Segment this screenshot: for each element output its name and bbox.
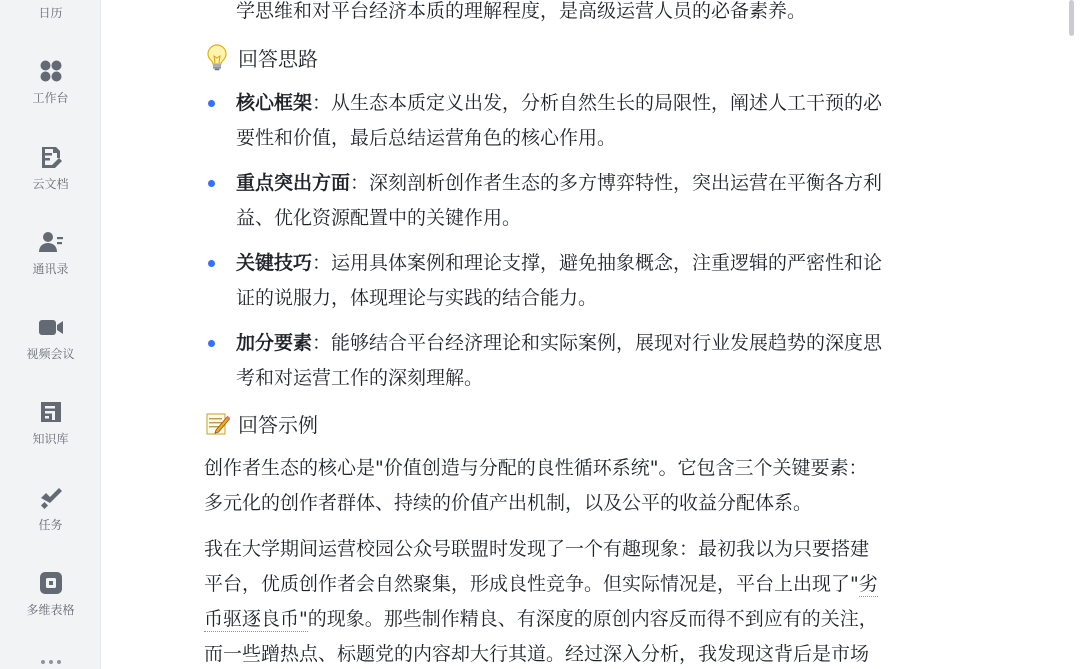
knowledge-base-icon <box>37 398 65 426</box>
bullet-text: ：从生态本质定义出发，分析自然生长的局限性，阐述人工干预的必 <box>312 92 883 114</box>
section-heading-example <box>204 407 318 439</box>
sidebar-item-task[interactable] <box>0 484 101 554</box>
paragraph-line <box>204 602 878 637</box>
base-table-icon <box>37 569 65 597</box>
paragraph-text: 的现象。那些制作精良、有深度的原创内容反而得不到应有的关注， <box>307 608 878 630</box>
cloud-doc-icon <box>37 143 65 171</box>
contacts-icon <box>37 228 65 256</box>
bullet-text: ：深刻剖析创作者生态的多方博弈特性，突出运营在平衡各方利 <box>350 172 883 194</box>
scrollbar[interactable] <box>1066 0 1080 669</box>
sidebar-item-workspace[interactable] <box>0 57 101 127</box>
sidebar-item-label: 视频会议 <box>26 347 75 361</box>
paragraph-top: 学思维和对平台经济本质的理解程度，是高级运营人员的必备素养。 <box>236 0 807 22</box>
bullet-key: 重点突出方面 <box>236 172 351 194</box>
section-heading-thinking <box>204 41 318 73</box>
workspace-icon <box>37 57 65 85</box>
paragraph-line: 创作者生态的核心是"价值创造与分配的良性循环系统"。它包含三个关键要素： <box>204 457 868 479</box>
scrollbar-thumb[interactable] <box>1069 0 1074 36</box>
sidebar-item-calendar[interactable] <box>0 0 101 28</box>
sidebar-item-label: 工作台 <box>32 91 69 105</box>
sidebar-item-label: 通讯录 <box>32 262 69 276</box>
more-apps-icon <box>37 655 65 669</box>
highlighted-term[interactable]: 劣 <box>858 573 878 595</box>
sidebar-item-label: 任务 <box>38 518 63 532</box>
section-title: 回答思路 <box>238 46 318 71</box>
lightbulb-icon <box>204 43 230 71</box>
paragraph-text: 平台，优质创作者会自然聚集，形成良性竞争。但实际情况是，平台上出现了" <box>204 573 859 595</box>
sidebar <box>0 0 101 669</box>
bullet-dot <box>208 100 215 107</box>
section-title: 回答示例 <box>238 412 318 437</box>
bullet-line: 证的说服力，体现理论与实践的结合能力。 <box>236 287 598 309</box>
bullet-key: 关键技巧 <box>236 252 313 274</box>
sidebar-more[interactable] <box>0 655 101 669</box>
bullet-line: 考和对运营工作的深刻理解。 <box>236 367 484 389</box>
sidebar-item-label: 知识库 <box>32 432 69 446</box>
bullet-line <box>236 86 882 121</box>
bullet-line <box>236 326 882 361</box>
sidebar-item-knowledge-base[interactable] <box>0 398 101 468</box>
paragraph-line: 多元化的创作者群体、持续的价值产出机制，以及公平的收益分配体系。 <box>204 492 813 514</box>
sidebar-item-cloud-doc[interactable] <box>0 143 101 213</box>
sidebar-item-video-meeting[interactable] <box>0 313 101 383</box>
sidebar-item-label: 日历 <box>38 6 63 20</box>
paragraph-line <box>204 567 878 602</box>
bullet-dot <box>208 340 215 347</box>
video-meeting-icon <box>37 313 65 341</box>
task-icon <box>37 484 65 512</box>
sidebar-item-label: 云文档 <box>32 177 69 191</box>
bullet-dot <box>208 180 215 187</box>
highlighted-term[interactable]: 币驱逐良币" <box>204 608 308 630</box>
sidebar-item-label: 多维表格 <box>26 603 75 617</box>
bullet-line: 益、优化资源配置中的关键作用。 <box>236 207 522 229</box>
bullet-line <box>236 166 882 201</box>
bullet-line: 要性和价值，最后总结运营角色的核心作用。 <box>236 127 617 149</box>
memo-pencil-icon <box>204 409 230 437</box>
bullet-line <box>236 246 882 281</box>
bullet-key: 加分要素 <box>236 332 313 354</box>
paragraph-line: 而一些蹭热点、标题党的内容却大行其道。经过深入分析，我发现这背后是市场 <box>204 643 870 665</box>
sidebar-item-contacts[interactable] <box>0 228 101 298</box>
bullet-text: ：能够结合平台经济理论和实际案例，展现对行业发展趋势的深度思 <box>312 332 883 354</box>
sidebar-item-base-table[interactable] <box>0 569 101 639</box>
paragraph-line: 我在大学期间运营校园公众号联盟时发现了一个有趣现象：最初我以为只要搭建 <box>204 538 870 560</box>
bullet-dot <box>208 260 215 267</box>
bullet-text: ：运用具体案例和理论支撑，避免抽象概念，注重逻辑的严密性和论 <box>312 252 883 274</box>
bullet-key: 核心框架 <box>236 92 313 114</box>
document-body <box>101 0 1066 669</box>
